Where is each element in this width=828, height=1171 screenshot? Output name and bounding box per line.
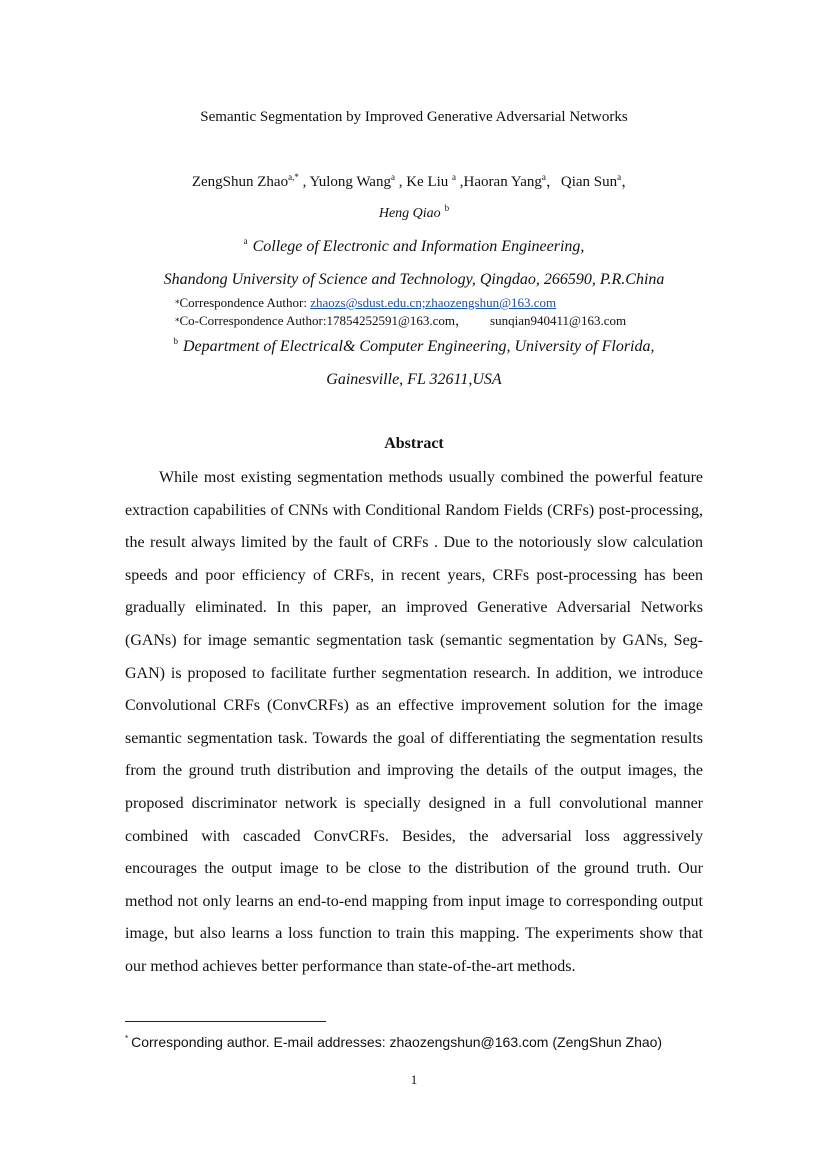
correspondence-email-link[interactable]: zhaozs@sdust.edu.cn;zhaozengshun@163.com <box>310 295 557 310</box>
author-separator: , <box>456 174 464 190</box>
co-correspondence-label: Co-Correspondence Author:17854252591@163.com， <box>179 313 469 328</box>
author-separator: ， <box>545 174 561 190</box>
co-correspondence-line <box>175 313 626 330</box>
affiliation-b-line1 <box>0 337 828 357</box>
author-affiliation-marker: a <box>452 172 457 182</box>
author-name: Ke Liu <box>406 174 449 190</box>
footnote-text: Corresponding author. E-mail addresses: zhaozengshun@163.com (ZengShun Zhao) <box>131 1034 663 1050</box>
abstract-heading: Abstract <box>384 435 444 452</box>
co-correspondence-email: sunqian940411@163.com <box>490 313 627 328</box>
paper-title: Semantic Segmentation by Improved Generative Adversarial Networks <box>200 109 628 125</box>
footnote-divider <box>125 1021 326 1022</box>
footnote-marker: * <box>125 1034 129 1043</box>
affiliation-a-line2: Shandong University of Science and Technology, Qingdao, 266590, P.R.China <box>163 271 665 288</box>
author-affiliation-marker: a,* <box>288 172 299 182</box>
abstract-body: While most existing segmentation methods usually combined the powerful feature extraction capabilities of CNNs with Conditional Random Fields (CRFs) post-processing, the result always limited by the fault of CRFs . Due to the notoriously slow calculation speeds and poor efficiency of CRFs, in recent years, CRFs post-processing has been gradually eliminated. In this paper, an improved Generative Adversarial Networks (GANs) for image semantic segmentation task (semantic segmentation by GANs, Seg-GAN) is proposed to facilitate further segmentation research. In addition, we introduce Convolutional CRFs (ConvCRFs) as an effective improvement solution for the image semantic segmentation task. Towards the goal of differentiating the segmentation results from the ground truth distribution and improving the details of the output images, the proposed discriminator network is specially designed in a full convolutional manner combined with cascaded ConvCRFs. Besides, the adversarial loss aggressively encourages the output image to be close to the distribution of the ground truth. Our method not only learns an end-to-end mapping from input image to corresponding output image, but also learns a loss function to train this mapping. The experiments show that our method achieves better performance than state-of-the-art methods. <box>125 469 703 975</box>
affiliation-marker: b <box>173 336 178 346</box>
author-affiliation-marker: a <box>541 172 546 182</box>
author-separator: ， <box>621 174 637 190</box>
affiliation-a-line1 <box>0 237 828 257</box>
author-name: Heng Qiao <box>378 206 441 221</box>
correspondence-line <box>175 295 556 312</box>
author-name: Qian Sun <box>560 174 618 190</box>
author-affiliation-marker: b <box>444 203 450 213</box>
footnote <box>125 1032 662 1052</box>
affiliation-text: Department of Electrical& Computer Engineering, University of Florida, <box>183 338 655 355</box>
author-list-continued <box>0 204 828 224</box>
author-name: ZengShun Zhao <box>191 174 289 190</box>
affiliation-marker: a <box>243 236 248 246</box>
author-name: Haoran Yang <box>463 174 542 190</box>
author-name: Yulong Wang <box>309 174 391 190</box>
author-separator: , <box>394 174 407 190</box>
affiliation-b-line2: Gainesville, FL 32611,USA <box>326 371 502 388</box>
asterisk-icon: * <box>175 299 180 309</box>
page-number: 1 <box>410 1072 418 1087</box>
correspondence-label: Correspondence Author: <box>179 295 311 310</box>
author-list <box>0 172 828 192</box>
author-affiliation-marker: a <box>617 172 622 182</box>
author-separator: , <box>298 174 310 190</box>
affiliation-text: College of Electronic and Information Engineering, <box>252 238 585 255</box>
author-affiliation-marker: a <box>390 172 395 182</box>
asterisk-icon: * <box>175 317 180 327</box>
